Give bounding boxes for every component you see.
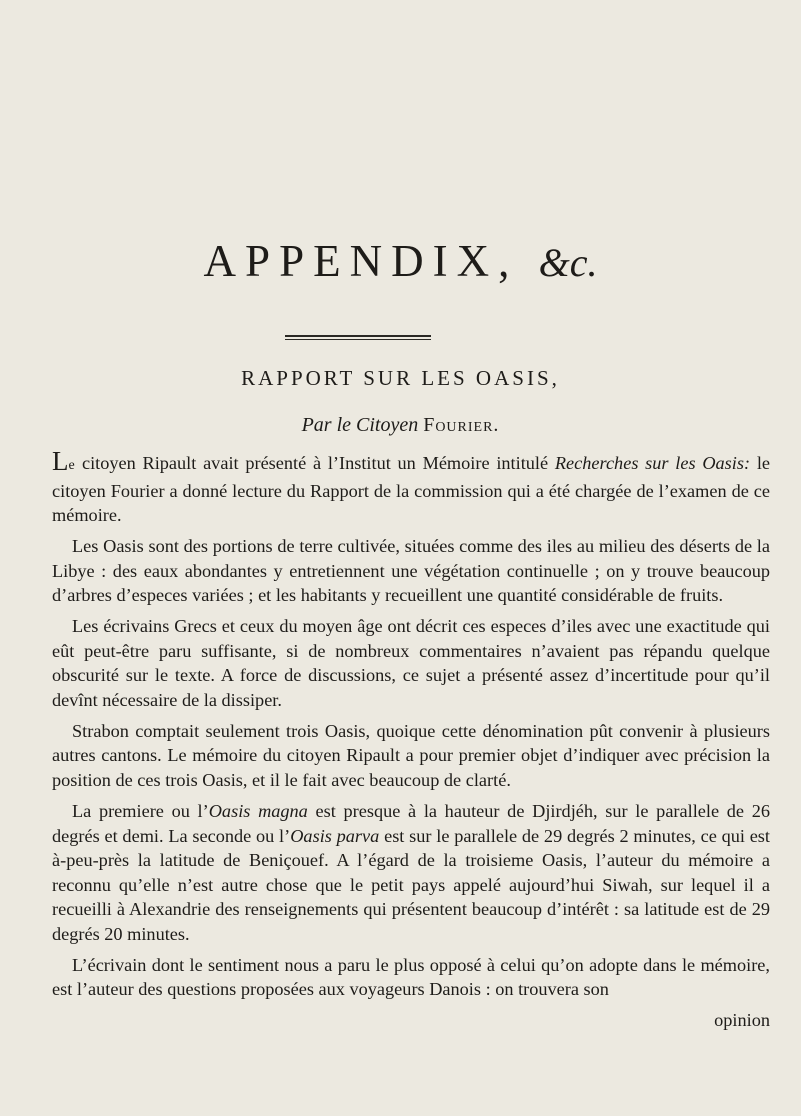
byline-prefix: Par le Citoyen [301,414,419,436]
running-title-text: APPENDIX, [203,236,519,286]
byline-name: Fourier. [423,414,500,436]
paragraph-1 [52,446,771,528]
paragraph-1-text-a: citoyen Ripault avait présenté à l’Institut un Mémoire intitulé [75,453,555,473]
byline [0,412,801,438]
body-text [52,446,771,1039]
running-title-suffix: &c. [538,240,598,285]
paragraph-4: Strabon comptait seulement trois Oasis, quoique cette dénomination pût convenir à plusieurs autres cantons. Le mémoire du citoyen Ripault a pour premier objet d’indiquer avec précision la position de ces trois Oasis, et il le fait avec beaucoup de clarté. [52,720,770,791]
memoir-title: Recherches sur les Oasis: [554,453,751,473]
paragraph-6: L’écrivain dont le sentiment nous a paru le plus opposé à celui qu’on adopte dans le mémoire, est l’auteur des questions proposées aux voyageurs Danois : on trouvera son [52,954,770,1000]
first-word-rest: e [68,458,76,473]
paragraph-2: Les Oasis sont des portions de terre cultivée, situées comme des iles au milieu des déserts de la Libye : des eaux abondantes y entretiennent une végétation continuelle ; on y trouve beaucoup d’arbres d’especes variées ; et les habitants y recueillent une quantité considérable de fruits. [52,536,770,606]
rule-thin [285,339,431,340]
rule-thick [285,335,431,337]
paragraph-5-text-a: La premiere ou l’ [72,800,209,821]
oasis-magna: Oasis magna [208,800,308,821]
catchword: opinion [714,1010,770,1031]
paragraph-5-text-b: est presque à la hauteur de Djirdjéh, sur le parallele de 26 degrés et demi. La seconde ou l’ [52,800,770,846]
paragraph-5 [52,799,770,947]
section-title: RAPPORT SUR LES OASIS, [241,366,560,390]
ornamental-rule [285,335,431,340]
running-title [0,236,801,288]
oasis-parva: Oasis parva [290,825,380,846]
paragraph-1-text-b: le citoyen Fourier a donné lecture du Rapport de la commission qui a été chargée de l’examen de ce mémoire. [52,453,771,526]
paragraph-3: Les écrivains Grecs et ceux du moyen âge ont décrit ces especes d’iles avec une exactitude qui eût peut-être paru suffisante, si de nombreux commentaires n’avaient pas répandu quelque obscurité sur le texte. A force de discussions, ce sujet a présenté assez d’incertitude pour qu’il devînt nécessaire de la dissiper. [52,616,770,710]
paragraph-5-text-c: est sur le parallele de 29 degrés 2 minutes, ce qui est à-peu-près la latitude de Beniçouef. A l’égard de la troisieme Oasis, l’auteur du mémoire a reconnu qu’elle n’est autre chose que le petit pays appelé aujourd’hui Siwah, sur lequel il a recueilli à Alexandrie des renseignements qui présentent beaucoup d’intérêt : sa latitude est de 29 degrés 20 minutes. [52,825,771,944]
drop-cap: L [52,446,69,476]
